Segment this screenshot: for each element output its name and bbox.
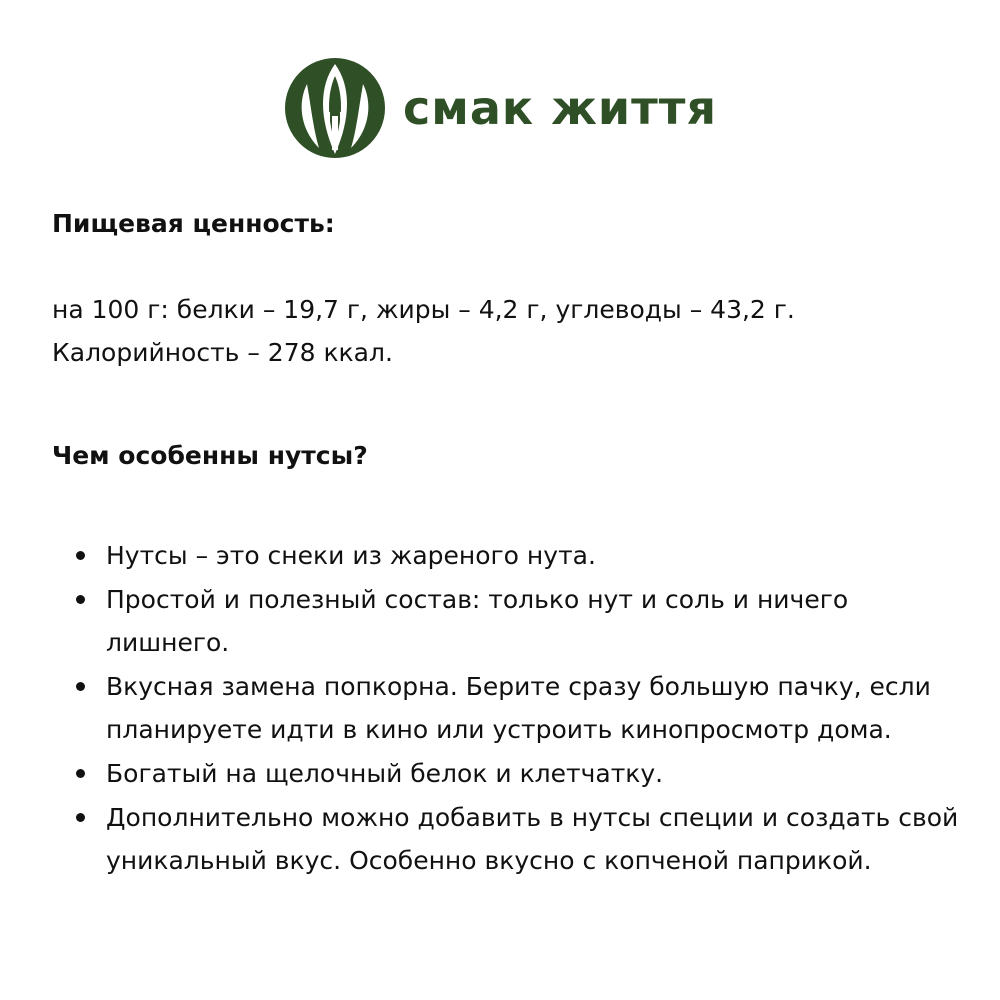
list-item (52, 665, 962, 751)
list-item-text: Простой и полезный состав: только нут и соль и ничего лишнего. (106, 585, 849, 657)
brand-logo-icon (283, 56, 387, 160)
bullet-icon (76, 595, 85, 604)
list-item (52, 578, 962, 664)
features-list (52, 534, 962, 882)
bullet-icon (76, 813, 85, 822)
bullet-icon (76, 682, 85, 691)
product-description (52, 204, 962, 883)
bullet-icon (76, 769, 85, 778)
list-item-text: Вкусная замена попкорна. Берите сразу большую пачку, если планируете идти в кино или устроить кинопросмотр дома. (106, 672, 931, 744)
calorie-value: Калорийность – 278 ккал. (52, 338, 393, 367)
list-item (52, 752, 962, 795)
brand-name: смак життя (402, 81, 717, 135)
features-heading: Чем особенны нутсы? (52, 441, 368, 470)
list-item-text: Дополнительно можно добавить в нутсы специи и создать свой уникальный вкус. Особенно вкусно с копченой паприкой. (106, 803, 959, 875)
list-item-text: Нутсы – это снеки из жареного нута. (106, 541, 596, 570)
nutrition-values: на 100 г: белки – 19,7 г, жиры – 4,2 г, углеводы – 43,2 г. (52, 295, 795, 324)
brand-header (0, 56, 1000, 160)
list-item-text: Богатый на щелочный белок и клетчатку. (106, 759, 664, 788)
bullet-icon (76, 551, 85, 560)
list-item (52, 796, 962, 882)
list-item (52, 534, 962, 577)
nutrition-heading: Пищевая ценность: (52, 209, 335, 238)
